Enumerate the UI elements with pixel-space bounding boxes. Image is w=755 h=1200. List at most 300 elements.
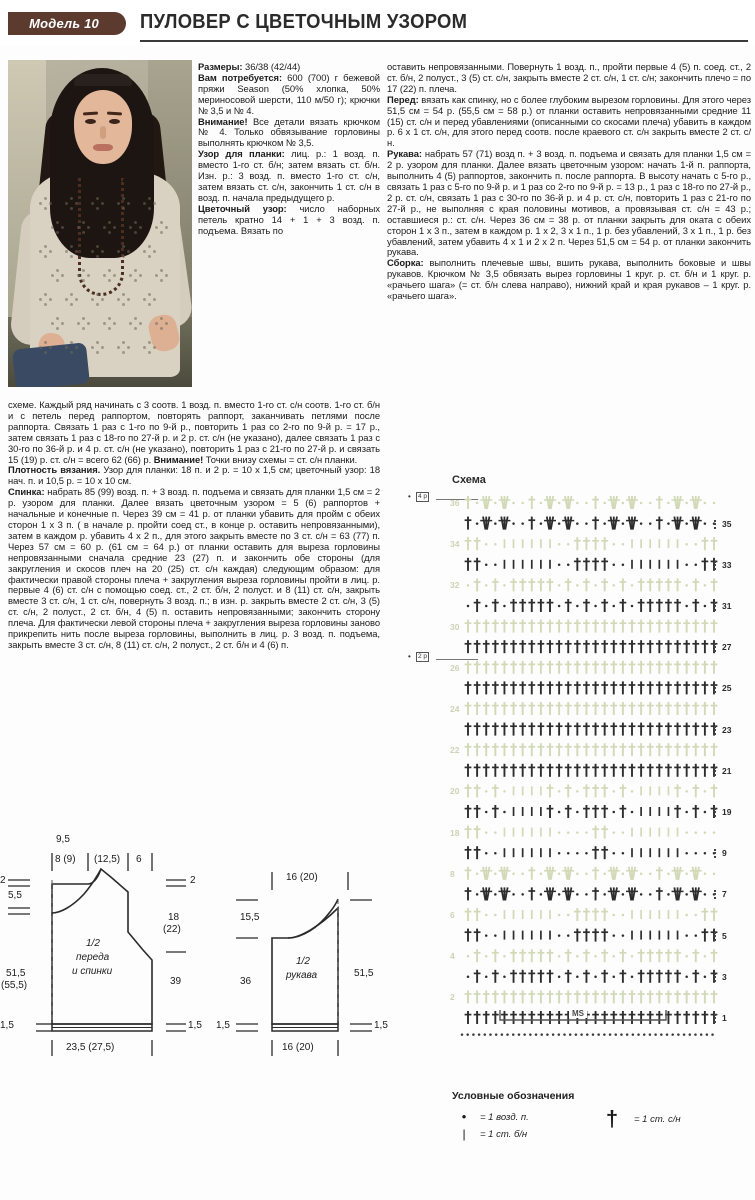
chain-symbol (576, 811, 579, 814)
lace-motif-dot (65, 202, 68, 205)
lace-motif-dot (143, 346, 146, 349)
lace-motif-dot (148, 341, 151, 344)
chain-symbol (576, 976, 579, 979)
double-crochet-symbol (474, 929, 481, 942)
lace-motif-dot (108, 221, 111, 224)
double-crochet-symbol (547, 805, 554, 818)
chain-symbol (603, 873, 606, 876)
chain-symbol (540, 1033, 543, 1036)
double-crochet-symbol (574, 681, 581, 694)
lace-motif-dot (153, 298, 156, 301)
chain-symbol (706, 1033, 709, 1036)
chain-symbol (540, 873, 543, 876)
chart-row-label-left: 26 (450, 662, 460, 673)
lace-motif-dot (87, 274, 90, 277)
shell-cluster-symbol (544, 867, 556, 880)
lace-motif-dot (91, 202, 94, 205)
double-crochet-symbol (528, 578, 535, 591)
chain-symbol (494, 502, 497, 505)
double-crochet-symbol (601, 826, 608, 839)
double-crochet-symbol (692, 990, 699, 1003)
double-crochet-symbol (692, 949, 699, 962)
double-crochet-symbol (619, 661, 626, 674)
chain-symbol (576, 955, 579, 958)
double-crochet-symbol (483, 723, 490, 736)
chain-symbol (685, 564, 688, 567)
double-crochet-symbol (583, 805, 590, 818)
chain-symbol (521, 502, 524, 505)
lace-motif-dot (122, 303, 125, 306)
chart-legend (452, 1090, 752, 1190)
double-crochet-symbol (574, 929, 581, 942)
shell-cluster-symbol (626, 496, 638, 509)
double-crochet-symbol (574, 743, 581, 756)
double-crochet-symbol (510, 723, 517, 736)
chain-symbol (494, 564, 497, 567)
legend-item-chain-label: = 1 возд. п. (480, 1112, 529, 1123)
lace-motif-dot (139, 322, 142, 325)
chain-symbol (585, 831, 588, 834)
lace-motif-dot (148, 197, 151, 200)
double-crochet-symbol (674, 970, 681, 983)
shell-cluster-symbol (672, 867, 684, 880)
lace-motif-dot (160, 327, 163, 330)
chain-symbol (649, 893, 652, 896)
double-crochet-symbol (647, 723, 654, 736)
shell-cluster-symbol (480, 517, 492, 530)
lace-motif-dot (49, 298, 52, 301)
chart-stitch-svg (406, 490, 755, 1050)
chart-row-label-right: 7 (722, 889, 727, 900)
double-crochet-symbol (601, 846, 608, 859)
sleeve-top-width: 16 (20) (286, 872, 318, 883)
double-crochet-symbol (510, 599, 517, 612)
double-crochet-symbol (619, 723, 626, 736)
shell-cluster-symbol (562, 887, 574, 900)
lace-motif-dot (61, 226, 64, 229)
double-crochet-symbol (665, 743, 672, 756)
lace-motif-dot (160, 317, 163, 320)
chart-row-label-left: 8 (450, 868, 455, 879)
chain-symbol (501, 1033, 504, 1036)
double-crochet-symbol (665, 681, 672, 694)
double-crochet-symbol (501, 661, 508, 674)
chain-symbol (613, 564, 616, 567)
chain-symbol (503, 955, 506, 958)
chain-symbol (685, 811, 688, 814)
double-crochet-symbol (656, 949, 663, 962)
double-crochet-symbol (492, 681, 499, 694)
lace-motif-dot (77, 322, 80, 325)
body-top-dim-c: 6 (136, 854, 142, 865)
double-crochet-symbol (528, 990, 535, 1003)
double-crochet-symbol (647, 970, 654, 983)
double-crochet-symbol (665, 599, 672, 612)
double-crochet-symbol (556, 661, 563, 674)
lace-motif-dot (44, 303, 47, 306)
double-crochet-symbol (683, 681, 690, 694)
lace-motif-dot (143, 298, 146, 301)
double-crochet-symbol (519, 620, 526, 633)
chain-symbol (704, 605, 707, 608)
double-crochet-symbol (556, 764, 563, 777)
shell-cluster-symbol (498, 887, 510, 900)
chain-symbol (558, 955, 561, 958)
model-photo (8, 60, 192, 387)
double-crochet-symbol (501, 743, 508, 756)
double-crochet-symbol (638, 990, 645, 1003)
shell-cluster-symbol (498, 517, 510, 530)
lace-motif-dot (134, 279, 137, 282)
chain-symbol (695, 831, 698, 834)
double-crochet-symbol (701, 929, 708, 942)
double-crochet-symbol (610, 702, 617, 715)
lace-motif-dot (129, 322, 132, 325)
sleeve-total-height: 51,5 (354, 968, 374, 979)
chart-row-label-left: 6 (450, 910, 455, 920)
double-crochet-symbol (629, 640, 636, 653)
chart-row-tick-right (714, 808, 718, 817)
double-crochet-symbol (701, 764, 708, 777)
double-crochet-symbol (519, 970, 526, 983)
double-crochet-symbol (474, 1011, 481, 1024)
chain-symbol (660, 1033, 663, 1036)
double-crochet-symbol (547, 970, 554, 983)
double-crochet-symbol (601, 640, 608, 653)
lace-motif-dot (155, 322, 158, 325)
lace-motif-dot (70, 303, 73, 306)
chain-symbol (713, 502, 716, 505)
shell-cluster-symbol (544, 887, 556, 900)
double-crochet-symbol (592, 784, 599, 797)
body-armhole-dim: 18 (168, 912, 180, 923)
double-crochet-symbol (528, 764, 535, 777)
chain-symbol (704, 502, 707, 505)
double-crochet-symbol (592, 846, 599, 859)
double-crochet-symbol (574, 661, 581, 674)
chain-symbol (704, 790, 707, 793)
shell-cluster-symbol (562, 517, 574, 530)
double-crochet-symbol (665, 949, 672, 962)
double-crochet-symbol (556, 723, 563, 736)
lace-motif-dot (65, 250, 68, 253)
double-crochet-symbol (692, 1011, 699, 1024)
chain-symbol (467, 605, 470, 608)
chain-symbol (494, 893, 497, 896)
chain-symbol (576, 873, 579, 876)
double-crochet-symbol (574, 723, 581, 736)
chart-row-label-right: 9 (722, 848, 727, 859)
chain-symbol (685, 852, 688, 855)
double-crochet-symbol (619, 805, 626, 818)
double-crochet-symbol (474, 702, 481, 715)
double-crochet-symbol (592, 496, 599, 509)
double-crochet-symbol (592, 640, 599, 653)
chart-row-label-left: 36 (450, 498, 460, 508)
double-crochet-symbol (537, 620, 544, 633)
double-crochet-symbol (674, 702, 681, 715)
body-neckline (52, 869, 101, 913)
double-crochet-symbol (610, 764, 617, 777)
double-crochet-symbol (701, 743, 708, 756)
double-crochet-symbol (674, 620, 681, 633)
chain-symbol (594, 605, 597, 608)
chain-symbol (558, 831, 561, 834)
lace-motif-dot (165, 226, 168, 229)
double-crochet-symbol (565, 805, 572, 818)
chain-symbol (567, 564, 570, 567)
chain-symbol (521, 873, 524, 876)
double-crochet-symbol (629, 743, 636, 756)
chain-symbol (603, 1033, 606, 1036)
double-crochet-symbol (510, 661, 517, 674)
double-crochet-symbol (619, 620, 626, 633)
chain-symbol (512, 873, 515, 876)
double-crochet-symbol (692, 970, 699, 983)
double-crochet-symbol (583, 702, 590, 715)
double-crochet-symbol (483, 620, 490, 633)
chart-stitch-grid (406, 490, 755, 1050)
photo-necklace (78, 178, 124, 296)
double-crochet-symbol (583, 929, 590, 942)
chain-symbol (494, 873, 497, 876)
chain-symbol (667, 522, 670, 525)
double-crochet-symbol (528, 681, 535, 694)
double-crochet-symbol (601, 805, 608, 818)
double-crochet-symbol (638, 681, 645, 694)
double-crochet-symbol (683, 620, 690, 633)
double-crochet-symbol (474, 599, 481, 612)
chain-symbol (683, 1033, 686, 1036)
marker-mid-rows: 2 р (418, 653, 428, 660)
chart-row-tick-right (714, 890, 718, 899)
chain-symbol (613, 934, 616, 937)
double-crochet-symbol (692, 640, 699, 653)
chain-symbol (585, 893, 588, 896)
photo-jeans (12, 342, 90, 387)
double-crochet-symbol (474, 970, 481, 983)
double-crochet-symbol (692, 784, 699, 797)
double-crochet-symbol (656, 681, 663, 694)
lace-motif-dot (91, 298, 94, 301)
double-crochet-symbol (711, 537, 718, 550)
double-crochet-symbol (692, 723, 699, 736)
chain-symbol (626, 1033, 629, 1036)
body-piece-label-3: и спинки (72, 966, 113, 977)
chain-symbol (503, 811, 506, 814)
double-crochet-symbol (474, 990, 481, 1003)
double-crochet-symbol (592, 517, 599, 530)
double-crochet-symbol (492, 640, 499, 653)
chain-symbol (685, 831, 688, 834)
lace-motif-dot (103, 322, 106, 325)
double-crochet-symbol (474, 681, 481, 694)
double-crochet-symbol (465, 496, 472, 509)
double-crochet-symbol (465, 764, 472, 777)
double-crochet-symbol (537, 702, 544, 715)
double-crochet-symbol (519, 681, 526, 694)
chain-symbol (552, 1033, 555, 1036)
sleeve-height: 36 (240, 976, 252, 987)
double-crochet-symbol (701, 1011, 708, 1024)
chain-symbol (540, 502, 543, 505)
double-crochet-symbol (565, 743, 572, 756)
double-crochet-symbol (683, 1011, 690, 1024)
chain-symbol (613, 955, 616, 958)
double-crochet-symbol (592, 867, 599, 880)
double-crochet-symbol (683, 743, 690, 756)
double-crochet-symbol (647, 599, 654, 612)
double-crochet-symbol (592, 929, 599, 942)
double-crochet-symbol (519, 640, 526, 653)
chain-symbol (585, 522, 588, 525)
double-crochet-symbol (701, 990, 708, 1003)
double-crochet-symbol (619, 949, 626, 962)
chart-row-label-left: 32 (450, 580, 460, 591)
double-crochet-symbol (492, 805, 499, 818)
lace-motif-dot (134, 317, 137, 320)
shell-cluster-symbol (480, 496, 492, 509)
lace-motif-dot (56, 269, 59, 272)
double-crochet-symbol (483, 743, 490, 756)
double-crochet-symbol (701, 702, 708, 715)
chain-symbol (603, 502, 606, 505)
double-crochet-symbol (601, 929, 608, 942)
body-total-height-top: 51,5 (6, 968, 26, 979)
instructions-left-column: схеме. Каждый ряд начинать с 3 соотв. 1 возд. п. вместо 1-го ст. с/н соотв. 1-го ст. б/н и с петель перед раппортом, повторять раппорт, заканчивать петлями после раппорта. Связать 1 раз с 1-го по 9-й р., повторить 1 раз со 2-го по 9-й р. = 17 р., затем связать 1 раз с 18-го по 27-й р. и 2 р. ст. с/н (не указано), далее связать 1 раз с 30-го по 36-й р. и 4 р. ст. с/н (не указано), повторить 1 раз с 21-го по 27-й р. и связать 15 (19) р. ст. с/н = всего 62 (66) р. Внимание! Точки внизу схемы = ст. с/н планки. Плотность вязания. Узор для планки: 18 п. и 2 р. = 10 x 1,5 см; цветочный узор: 18 нач. п. и 10,5 р. = 10 x 10 см. Спинка: набрать 85 (99) возд. п. + 3 возд. п. подъема и связать для планки 1,5 см = 2 р. узором для планки. Далее вязать цветочным узором = 5 (6) раппортов + начальные и конечные п. Через 39 см = 41 р. от планки убавить для пройм с обеих сторон 1 x 3 п. ( в начале р. пройти соед ст., в конце р. оставить непровязанными), затем в каждом р. убавить 4 x 2 п., для этого закрыть вместе по 3 ст. с/н = 63 (77) п. Через 57 см = 60 р. (61 см = 64 р.) от планки оставить для выреза горловины непровязанными сначала средние 23 (27) п. и закончить обе стороны (для закругления и скосов плеч на 20 (25) ст. с/н каждая) следующим образом: для фактически правой стороны плеча + закругления выреза горловины пройти в лиц. р. первые 4 (6) ст. с/н с помощью соед. ст., 2 ст. б/н, 2 полуст. и 8 (11) ст. с/н, закрыть вместе 3 ст. с/н, 1 ст. с/н, повернуть 3 возд. п.; в изн. р. закрыть вместе 2 ст. с/н, 3 (5) ст. с/н, 2 полуст., 2 ст. б/н, 4 (5) п. оставить непровязанными; закончить сторону плеча. Для фактически левой стороны плеча + закругления выреза горловины заново прикрепить нить после выреза горловины, выполнить в лиц. р. 3 возд. п. подъема, закрыть вместе 3 ст. с/н, 8 (11) ст. с/н, 2 полуст., 2 ст. б/н и 4 (6) п. (8, 399, 380, 650)
chain-symbol (613, 790, 616, 793)
double-crochet-symbol (665, 723, 672, 736)
sleeve-cap-height: 15,5 (240, 912, 260, 923)
lace-motif-dot (65, 298, 68, 301)
chart-row-label-right: 27 (722, 642, 732, 653)
double-crochet-symbol (483, 1011, 490, 1024)
lace-motif-dot (139, 274, 142, 277)
shell-cluster-symbol (480, 887, 492, 900)
chain-symbol (704, 584, 707, 587)
chain-symbol (713, 873, 716, 876)
chain-symbol (558, 522, 561, 525)
lace-motif-dot (91, 346, 94, 349)
double-crochet-symbol (592, 743, 599, 756)
chain-symbol (586, 1033, 589, 1036)
chain-symbol (512, 893, 515, 896)
lace-motif-dot (122, 293, 125, 296)
double-crochet-symbol (474, 784, 481, 797)
header-divider (140, 40, 748, 42)
shell-cluster-symbol (672, 887, 684, 900)
double-crochet-symbol (665, 970, 672, 983)
chain-symbol (485, 564, 488, 567)
double-crochet-symbol (683, 702, 690, 715)
chain-symbol (585, 852, 588, 855)
chart-title: Схема (452, 474, 486, 486)
double-crochet-symbol (647, 764, 654, 777)
double-crochet-symbol (528, 496, 535, 509)
double-crochet-symbol (510, 640, 517, 653)
double-crochet-symbol (519, 764, 526, 777)
double-crochet-symbol (711, 990, 718, 1003)
double-crochet-symbol (465, 887, 472, 900)
shell-cluster-symbol (480, 867, 492, 880)
double-crochet-symbol (492, 949, 499, 962)
lace-motif-dot (127, 202, 130, 205)
chain-symbol (704, 873, 707, 876)
chain-symbol (685, 790, 688, 793)
legend-title: Условные обозначения (452, 1090, 575, 1102)
lace-motif-dot (44, 351, 47, 354)
chain-symbol (685, 934, 688, 937)
double-crochet-symbol (547, 640, 554, 653)
lace-motif-dot (87, 226, 90, 229)
chain-symbol (535, 1033, 538, 1036)
lace-motif-dot (117, 346, 120, 349)
lace-motif-dot (44, 207, 47, 210)
double-crochet-icon: † (605, 1106, 619, 1131)
double-crochet-symbol (565, 970, 572, 983)
chart-row-label-right: 1 (722, 1013, 727, 1023)
chain-symbol (476, 893, 479, 896)
chain-symbol (489, 1033, 492, 1036)
double-crochet-symbol (592, 723, 599, 736)
double-crochet-symbol (501, 620, 508, 633)
double-crochet-symbol (683, 764, 690, 777)
chart-row-label-left: 34 (450, 539, 460, 550)
double-crochet-symbol (537, 578, 544, 591)
double-crochet-symbol (674, 784, 681, 797)
chain-symbol (521, 522, 524, 525)
double-crochet-symbol (537, 681, 544, 694)
double-crochet-symbol (674, 640, 681, 653)
body-neck-depth-top: 2 (0, 875, 6, 886)
double-crochet-symbol (465, 867, 472, 880)
chain-symbol (476, 873, 479, 876)
double-crochet-symbol (510, 990, 517, 1003)
double-crochet-symbol (701, 640, 708, 653)
chain-symbol (575, 1033, 578, 1036)
chain-symbol (485, 811, 488, 814)
lace-motif-dot (113, 226, 116, 229)
lace-motif-dot (44, 197, 47, 200)
double-crochet-symbol (701, 558, 708, 571)
lace-motif-dot (82, 231, 85, 234)
chain-symbol (640, 502, 643, 505)
lace-motif-dot (70, 197, 73, 200)
chain-symbol (592, 1033, 595, 1036)
lace-motif-dot (61, 322, 64, 325)
body-outline (52, 869, 152, 1024)
double-crochet-symbol (665, 620, 672, 633)
chain-symbol (512, 502, 515, 505)
double-crochet-symbol (465, 805, 472, 818)
double-crochet-symbol (547, 661, 554, 674)
double-crochet-symbol (674, 661, 681, 674)
chain-symbol (631, 955, 634, 958)
body-piece-label-2: переда (76, 952, 110, 963)
double-crochet-symbol (474, 661, 481, 674)
double-crochet-symbol (574, 908, 581, 921)
chain-symbol (494, 522, 497, 525)
double-crochet-symbol (528, 517, 535, 530)
double-crochet-symbol (483, 661, 490, 674)
double-crochet-symbol (519, 743, 526, 756)
double-crochet-symbol (656, 723, 663, 736)
lace-motif-dot (153, 346, 156, 349)
double-crochet-symbol (692, 702, 699, 715)
lace-motif-dot (108, 231, 111, 234)
sunglasses-icon (74, 74, 132, 86)
legend-item-dc-label: = 1 ст. с/н (634, 1114, 681, 1125)
